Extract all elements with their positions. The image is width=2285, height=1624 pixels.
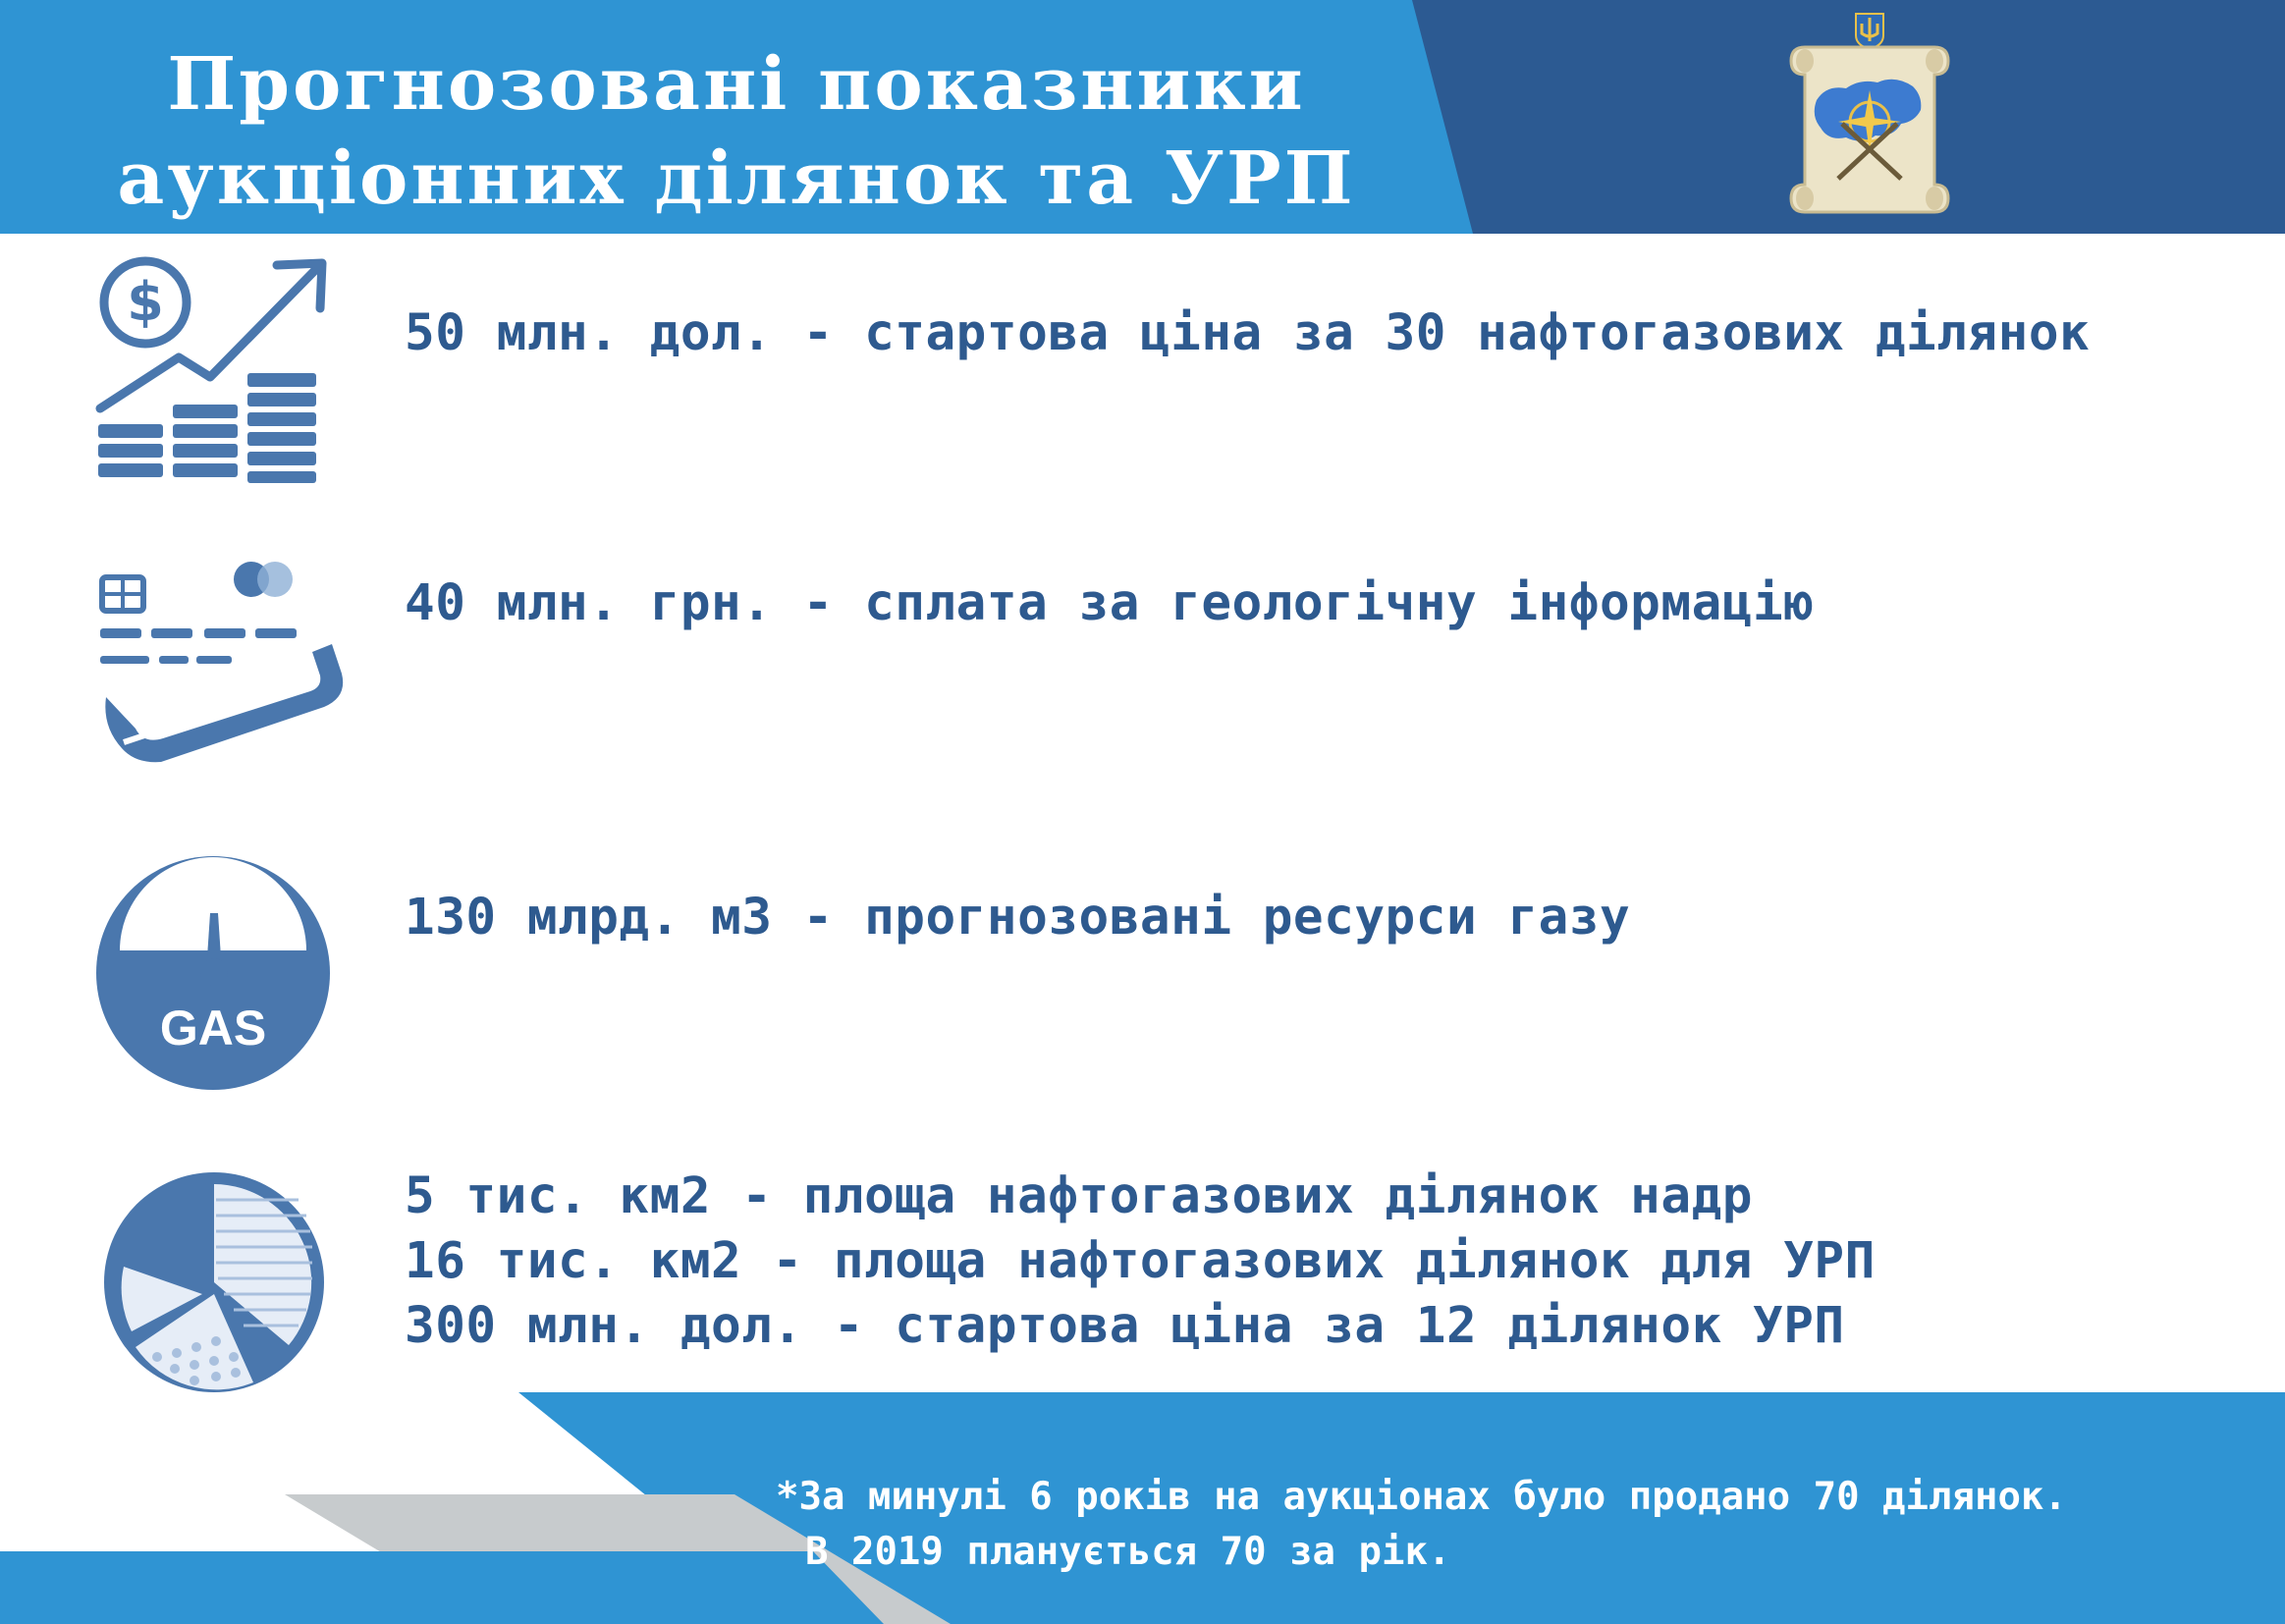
ukraine-geology-emblem-icon — [1787, 6, 1950, 224]
stat-text: 130 млрд. м3 - прогнозовані ресурси газу — [405, 889, 1631, 947]
title-line-1: Прогнозовані показники — [167, 42, 1306, 127]
page-title — [39, 37, 1434, 226]
gas-meter-label: GAS — [159, 1001, 267, 1056]
bank-card-icon — [94, 550, 352, 780]
footnote-line-1: *За минулі 6 років на аукціонах було продано 70 ділянок. — [776, 1475, 2067, 1519]
footnote-line-2: В 2019 планується 70 за рік. — [805, 1530, 1451, 1574]
money-growth-chart-icon — [90, 249, 336, 489]
stat-area-and-psa — [405, 1164, 1876, 1359]
stat-gas-resources — [405, 886, 1630, 950]
stat-geological-info — [405, 571, 1814, 636]
stat-line: 16 тис. км2 - площа нафтогазових ділянок для УРП — [405, 1232, 1876, 1290]
stat-line: 5 тис. км2 - площа нафтогазових ділянок надр — [405, 1167, 1754, 1225]
stat-text: 50 млн. дол. - стартова ціна за 30 нафтогазових ділянок — [405, 304, 2091, 362]
gas-meter-icon — [96, 856, 330, 1090]
footer-left-band — [0, 1551, 884, 1624]
svg-text:$: $ — [127, 271, 164, 333]
stat-starting-price-30 — [405, 301, 2090, 366]
footnote — [776, 1470, 2067, 1580]
pie-chart-icon — [96, 1164, 332, 1400]
title-line-2: аукціонних ділянок та УРП — [117, 136, 1356, 221]
stat-text: 40 млн. грн. - сплата за геологічну інформацію — [405, 574, 1815, 632]
stat-line: 300 млн. дол. - стартова ціна за 12 ділянок УРП — [405, 1297, 1845, 1355]
